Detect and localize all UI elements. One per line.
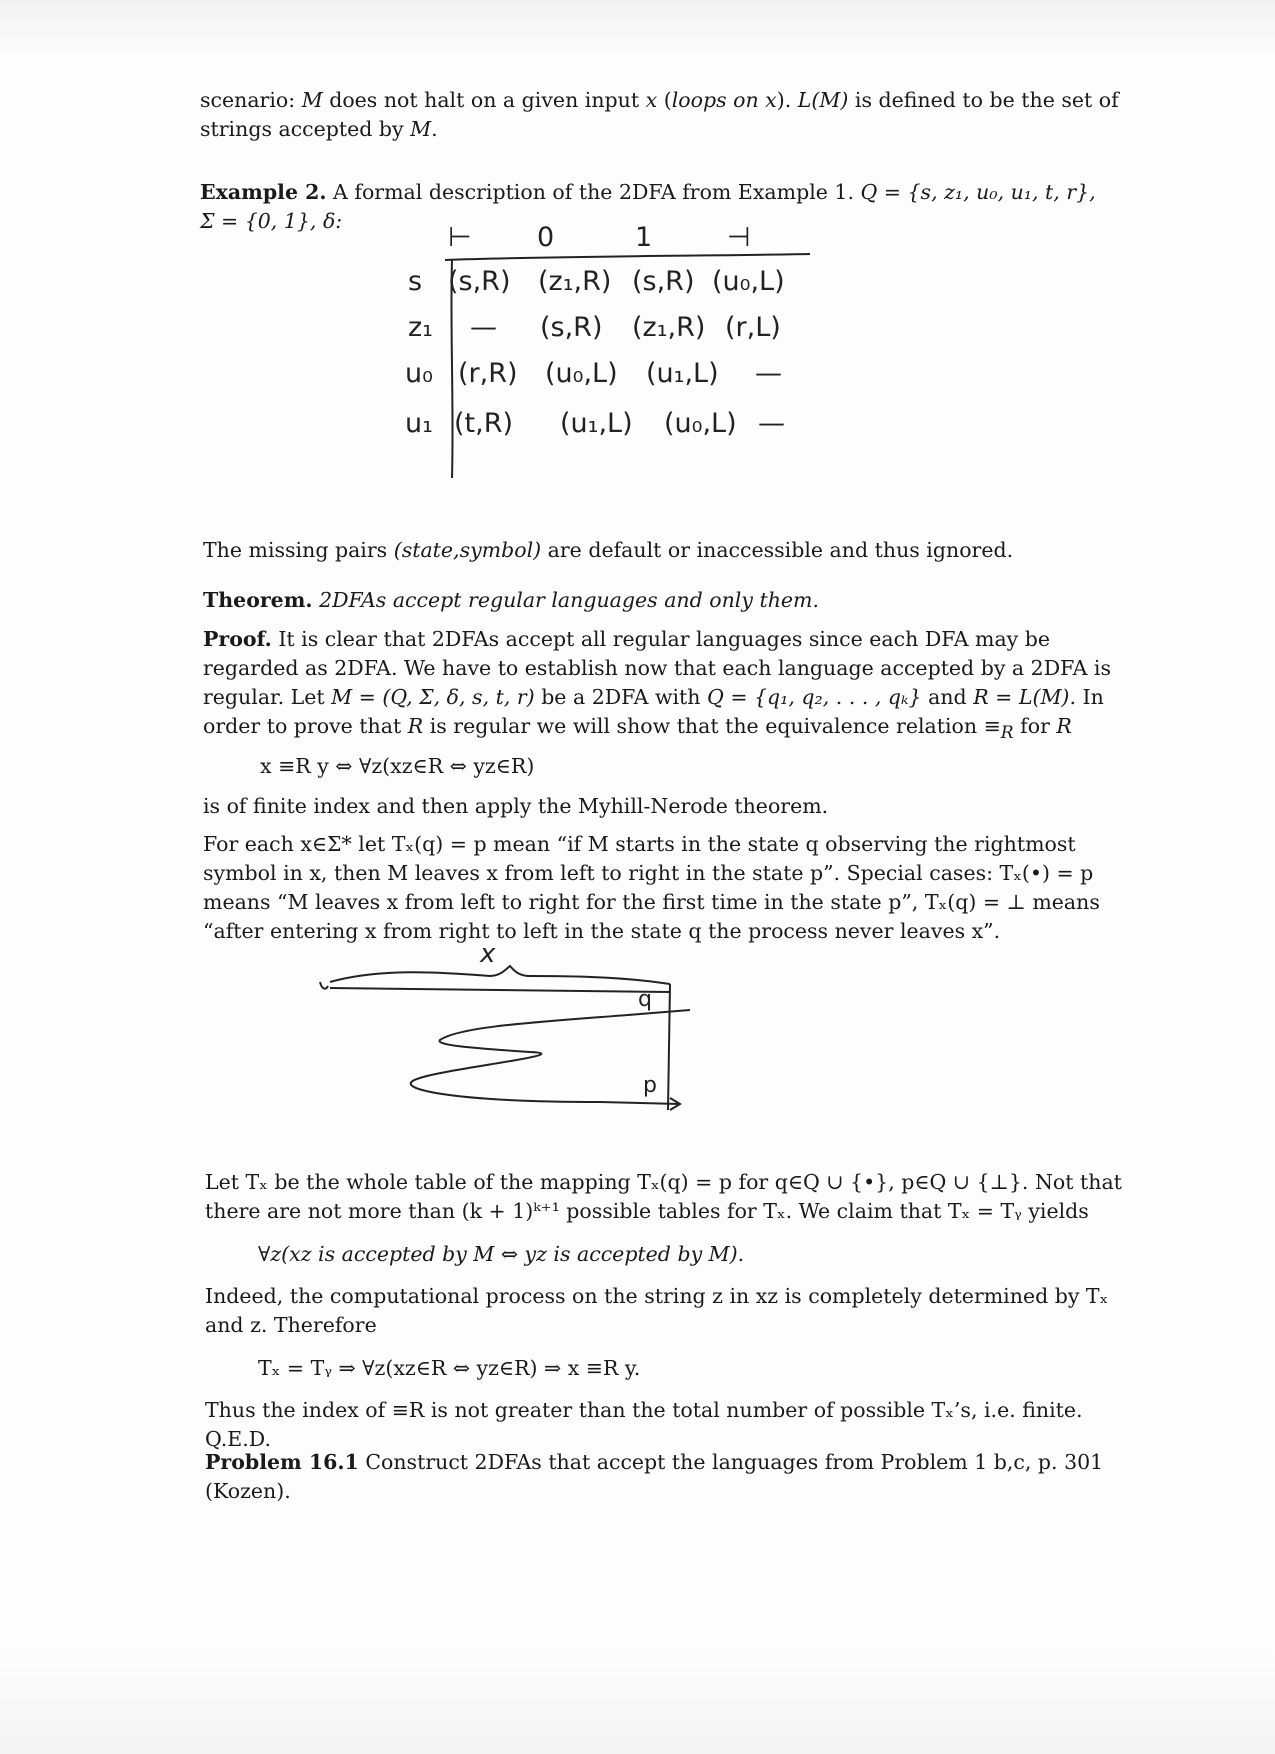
example-text: A formal description of the 2DFA from Example 1. [326,180,861,204]
text-span: are default or inaccessible and thus ignored. [541,538,1014,562]
table-row-state-u0: u₀ [405,358,433,389]
text-span: and [921,685,974,709]
table-row-state-z1: z₁ [408,312,433,343]
equation-tx-ty: Tₓ = Tᵧ ⇒ ∀z(xz∈R ⇔ yz∈R) ⇒ x ≡R y. [258,1356,641,1380]
math-R: R [1056,714,1072,738]
text-span: does not halt on a given input [322,88,646,112]
table-cell: (r,R) [458,358,518,389]
table-row-state-u1: u₁ [405,408,433,439]
table-grid-lines [440,240,820,480]
table-state-column-line [451,260,452,478]
math-x: x [645,88,658,112]
table-col-head-1: 0 [537,222,555,253]
table-col-head-0: ⊢ [448,222,472,253]
table-cell: (s,R) [632,266,695,297]
example-2-paragraph [200,178,1140,236]
math-equiv: ≡ [983,714,1001,738]
head-movement-sketch [300,940,720,1120]
theorem-label: Theorem. [203,588,313,612]
table-cell: (u₀,L) [664,408,737,439]
table-cell: (s,R) [448,266,511,297]
proof-label: Proof. [203,627,272,651]
text-span: The missing pairs [203,538,394,562]
thus-paragraph: Thus the index of ≡R is not greater than the total number of possible Tₓ’s, i.e. finite. Q.E.D. [205,1398,1083,1451]
theorem-paragraph [203,586,1143,615]
math-sub-R: R [1000,723,1014,744]
sketch-left-mark [320,982,328,989]
table-cell: (u₀,L) [545,358,618,389]
problem-text: Construct 2DFAs that accept the languages from Problem 1 b,c, p. 301 (Kozen). [205,1450,1104,1503]
problem-label: Problem 16.1 [205,1450,359,1474]
sketch-q-label: q [638,987,652,1012]
text-span: is defined to be the set of strings accepted by [200,88,1119,141]
scan-shadow-top [0,0,1275,60]
math-R: R [407,714,424,738]
text-span: is regular we will show that the equivalence relation [423,714,984,738]
example-label: Example 2. [200,180,327,204]
math-M: M [410,117,432,141]
table-cell: — [470,312,497,343]
table-cell: — [755,358,782,389]
table-row-state-s: s [408,266,423,297]
text-span: ( [657,88,672,112]
theorem-text: 2DFAs accept regular languages and only them. [312,588,819,612]
equation-equivalence: x ≡R y ⇔ ∀z(xz∈R ⇔ yz∈R) [260,754,535,778]
let-tx-paragraph: Let Tₓ be the whole table of the mapping Tₓ(q) = p for q∈Q ∪ {•}, p∈Q ∪ {⊥}. Not that there are not more than (k + 1)ᵏ⁺¹ possible tables for Tₓ. We claim that Tₓ = Tᵧ yields [205,1170,1122,1223]
sketch-brace [330,966,670,984]
table-cell: (u₁,L) [646,358,719,389]
table-cell: (z₁,R) [538,266,612,297]
math-M: M [301,88,323,112]
table-cell: (u₀,L) [712,266,785,297]
text-span: . [431,117,438,141]
text-span: for [1013,714,1057,738]
text-span: It is clear that 2DFAs accept all regular languages since each DFA may be regarded as 2DFA. We have to establish now that each language accepted by a 2DFA is regular. Let [203,627,1111,709]
text-span: . In order to prove that [203,685,1104,738]
foreach-paragraph: For each x∈Σ* let Tₓ(q) = p mean “if M starts in the state q observing the rightmost symbol in x, then M leaves x from left to right in the state p”. Special cases: Tₓ(•) = p means “M leaves x from left to right for the first time in the state p”, Tₓ(q) = ⊥ means “after entering x from right to left in the state q the process never leaves x”. [203,832,1100,943]
equation-accepted [258,1240,744,1269]
sketch-string-line [330,988,670,992]
table-cell: (s,R) [540,312,603,343]
sketch-right-boundary [668,984,670,1110]
sketch-p-label: p [643,1073,657,1098]
proof-paragraph [203,625,1138,748]
text-span: ). [776,88,798,112]
table-cell: (z₁,R) [632,312,706,343]
math-Q-def: Q = {q₁, q₂, . . . , qₖ} [707,685,922,709]
indeed-paragraph: Indeed, the computational process on the string z in xz is completely determined by Tₓ and z. Therefore [205,1284,1109,1337]
table-cell: (t,R) [454,408,513,439]
text-span: be a 2DFA with [534,685,707,709]
math-R-def: R = L(M) [973,685,1070,709]
math-Q-set: Q = {s, z₁, u₀, u₁, t, r}, [860,180,1096,204]
table-header-line [445,254,810,260]
text-span: scenario: [200,88,302,112]
table-cell: — [758,408,785,439]
table-cell: (u₁,L) [560,408,633,439]
table-col-head-3: ⊣ [727,222,751,253]
scan-shadow-bottom [0,1650,1275,1754]
math-M-def: M = (Q, Σ, δ, s, t, r) [331,685,535,709]
math-LM: L(M) [797,88,849,112]
math-sigma: Σ = {0, 1}, δ: [200,209,343,233]
loops-emphasis: loops on x [671,88,777,112]
sketch-x-label: x [480,939,496,969]
state-symbol-emphasis: (state,symbol) [393,538,542,562]
equation-accepted-text: ∀z(xz is accepted by M ⇔ yz is accepted by M). [258,1242,745,1266]
finite-index-paragraph: is of finite index and then apply the Myhill-Nerode theorem. [203,794,829,818]
problem-paragraph [205,1448,1140,1506]
missing-pairs-paragraph [203,536,1143,565]
table-col-head-2: 1 [635,222,653,253]
intro-paragraph [200,86,1140,144]
table-cell: (r,L) [725,312,781,343]
